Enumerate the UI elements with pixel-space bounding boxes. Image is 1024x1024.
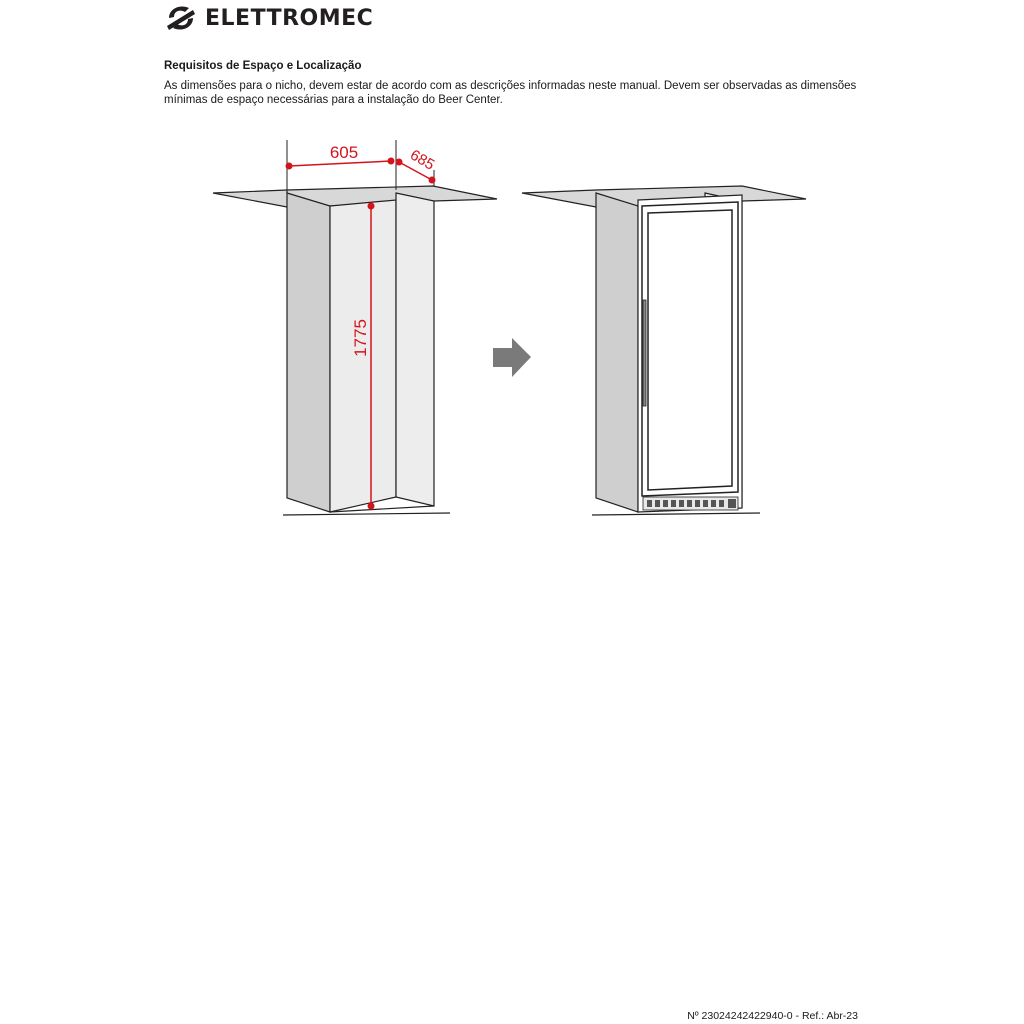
section-title: Requisitos de Espaço e Localização <box>164 60 362 72</box>
niche-right-wall <box>396 193 434 506</box>
dimension-depth <box>396 146 438 186</box>
width-label: 605 <box>329 143 359 162</box>
footer-reference: Nº 23024242422940-0 - Ref.: Abr-23 <box>687 1010 858 1022</box>
depth-label: 685 <box>407 146 438 174</box>
door-handle <box>643 300 646 406</box>
dimension-width <box>286 140 397 190</box>
installed-left-wall <box>596 193 638 512</box>
section-body: As dimensões para o nicho, devem estar de acordo com as descrições informadas neste manual. Devem ser observadas as dimensões mínimas de espaço necessárias para a instalação do Beer Center. <box>164 80 857 106</box>
arrow-right-icon <box>493 338 531 377</box>
appliance-glass <box>648 210 732 490</box>
niche-left-wall <box>287 193 330 512</box>
brand-name: ELETTROMEC <box>205 5 374 31</box>
beer-center-appliance <box>638 195 742 512</box>
niche-floor-line <box>283 513 450 515</box>
installed-floor-line <box>592 513 760 515</box>
height-label: 1775 <box>351 319 370 357</box>
